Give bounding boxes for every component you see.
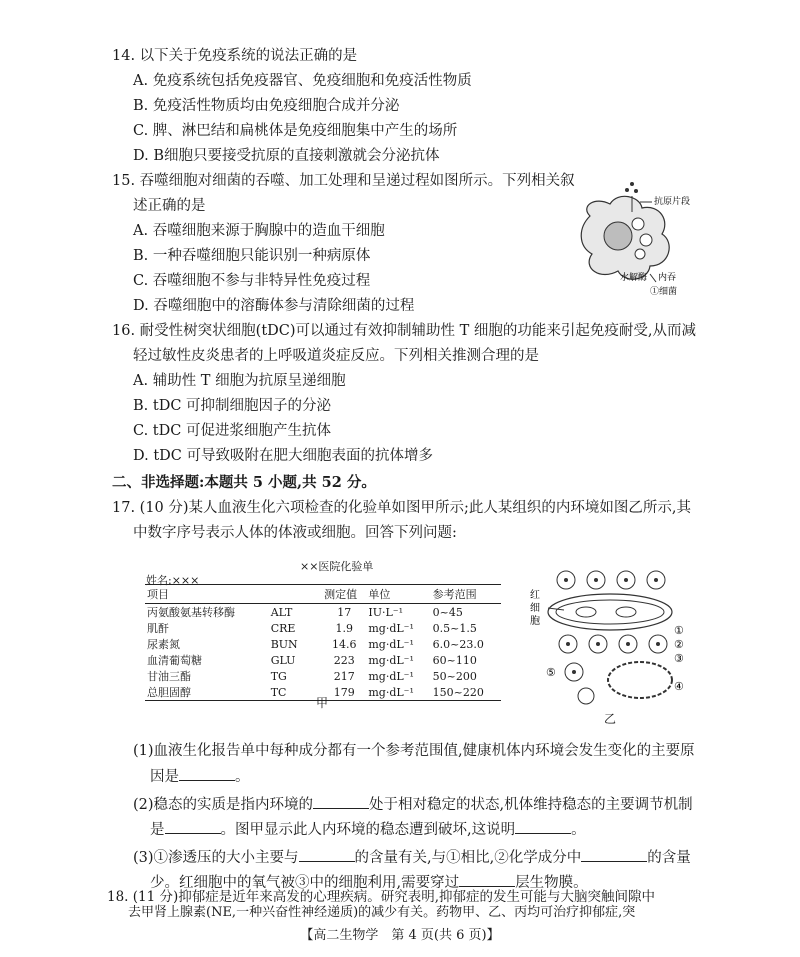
label-line — [650, 274, 656, 282]
q17-sub3-text: 少。红细胞中的氧气被③中的细胞利用,需要穿过 — [150, 875, 460, 891]
marker-1: ① — [674, 624, 684, 637]
q17-sub3-text: 的含量有关,与①相比,②化学成分中 — [354, 850, 582, 866]
q15-option-d: D. 吞噬细胞中的溶酶体参与清除细菌的过程 — [133, 298, 415, 314]
cell-item: 尿素氮 — [147, 638, 180, 651]
cell-item: 总胆固醇 — [147, 686, 191, 699]
q17-sub2-text: 处于相对稳定的状态,机体维持稳态的主要调节机制 — [369, 797, 693, 813]
table-row — [145, 604, 501, 621]
cell-unit: mg·dL⁻¹ — [368, 685, 414, 699]
q16-option-b: B. tDC 可抑制细胞因子的分泌 — [133, 398, 332, 414]
q14-option-b: B. 免疫活性物质均由免疫细胞合成并分泌 — [133, 98, 400, 114]
antigen-dot — [630, 182, 634, 186]
period: 。 — [571, 822, 586, 838]
answer-blank[interactable] — [515, 819, 571, 834]
header-abbr — [269, 585, 322, 604]
label-antigen-fragment: 抗原片段 — [654, 197, 691, 207]
cell-value: 179 — [333, 685, 355, 699]
q17-sub1-line1: (1)血液生化报告单中每种成分都有一个参考范围值,健康机体内环境会发生变化的主要原 — [133, 743, 695, 759]
answer-blank[interactable] — [581, 847, 647, 862]
cell-abbr: TC — [270, 685, 287, 699]
figure-label-yi: 乙 — [604, 712, 617, 726]
cell-abbr: TG — [270, 669, 287, 683]
cell-value: 1.9 — [335, 621, 353, 635]
cell-abbr: CRE — [270, 621, 296, 635]
header-unit: 单位 — [366, 585, 430, 604]
cell-unit: mg·dL⁻¹ — [368, 637, 414, 651]
q15-option-a: A. 吞噬细胞来源于胸腺中的造血干细胞 — [133, 223, 385, 239]
cell-value: 14.6 — [332, 637, 357, 651]
cell-range: 0~45 — [432, 605, 463, 619]
table-row — [145, 652, 501, 668]
header-range: 参考范围 — [431, 585, 501, 604]
capillary-lumen — [556, 600, 664, 624]
q18-line2-hidden: 去甲肾上腺素(NE,一种兴奋性神经递质)的减少有关。药物甲、乙、丙均可治疗抑郁症,突 — [128, 905, 636, 920]
lymph-vessel — [608, 662, 672, 698]
q17-sub3-line1 — [133, 847, 691, 868]
cell-item: 甘油三酯 — [147, 670, 191, 683]
q17-stem-line2: 中数字序号表示人体的体液或细胞。回答下列问题: — [133, 525, 457, 541]
cell-value: 223 — [333, 653, 355, 667]
cell-range: 60~110 — [432, 653, 477, 667]
period: 。 — [235, 769, 250, 785]
cell-item: 肌酐 — [147, 622, 169, 635]
cell-nucleus — [626, 642, 630, 646]
q16-stem-line2: 轻过敏性皮炎患者的上呼吸道炎症反应。下列相关推测合理的是 — [133, 348, 539, 364]
q15-option-c: C. 吞噬细胞不参与非特异性免疫过程 — [133, 273, 371, 289]
q15-stem-line1: 15. 吞噬细胞对细菌的吞噬、加工处理和呈递过程如图所示。下列相关叙 — [112, 173, 575, 189]
label-vesicle: 内吞 — [658, 273, 677, 283]
antigen-dot — [634, 189, 638, 193]
q15-option-b: B. 一种吞噬细胞只能识别一种病原体 — [133, 248, 371, 264]
q17-sub2-line2 — [150, 819, 586, 840]
label-rbc: 细 — [530, 603, 540, 614]
cell-nucleus — [564, 578, 568, 582]
header-item: 项目 — [145, 585, 269, 604]
lab-report-title: ××医院化验单 — [300, 560, 374, 573]
red-blood-cell — [616, 607, 636, 617]
q17-sub3-text: (3)①渗透压的大小主要与 — [133, 850, 299, 866]
q16-stem-line1: 16. 耐受性树突状细胞(tDC)可以通过有效抑制辅助性 T 细胞的功能来引起免疫耐受,从而减 — [112, 323, 697, 339]
answer-blank[interactable] — [299, 847, 355, 862]
cell-unit: mg·dL⁻¹ — [368, 653, 414, 667]
q14-option-c: C. 脾、淋巴结和扁桃体是免疫细胞集中产生的场所 — [133, 123, 458, 139]
cell-nucleus — [656, 642, 660, 646]
cell-value: 217 — [333, 669, 355, 683]
q17-stem-line1: 17. (10 分)某人血液生化六项检查的化验单如图甲所示;此人某组织的内环境如图乙所示,其 — [112, 500, 692, 516]
q17-sub2-text: 。图甲显示此人内环境的稳态遭到破坏,这说明 — [220, 822, 516, 838]
vesicle-1 — [632, 218, 644, 230]
section-heading: 二、非选择题:本题共 5 小题,共 52 分。 — [112, 474, 376, 491]
lab-report-patient: 姓名:××× — [146, 574, 200, 587]
cell-nucleus — [572, 670, 576, 674]
cell-nucleus — [654, 578, 658, 582]
cell-unit: IU·L⁻¹ — [368, 605, 403, 619]
page-footer: 【高二生物学 第 4 页(共 6 页)】 — [300, 928, 500, 943]
marker-3: ③ — [674, 652, 684, 665]
table-row — [145, 636, 501, 652]
q16-option-a: A. 辅助性 T 细胞为抗原呈递细胞 — [133, 373, 346, 389]
answer-blank[interactable] — [165, 819, 221, 834]
cell-nucleus — [566, 642, 570, 646]
antigen-dot — [625, 188, 629, 192]
red-blood-cell — [576, 607, 596, 617]
tissue-cell — [578, 688, 594, 704]
q17-sub1-text: 因是 — [150, 769, 179, 785]
q14-option-d: D. B细胞只要接受抗原的直接刺激就会分泌抗体 — [133, 148, 440, 164]
q17-sub3-text: 的含量 — [647, 850, 691, 866]
cell-abbr: GLU — [270, 653, 296, 667]
answer-blank[interactable] — [179, 766, 235, 781]
q14-option-a: A. 免疫系统包括免疫器官、免疫细胞和免疫活性物质 — [133, 73, 472, 89]
q17-sub2-line1 — [133, 794, 693, 815]
marker-2: ② — [674, 638, 684, 651]
table-row — [145, 668, 501, 684]
cell-unit: mg·dL⁻¹ — [368, 669, 414, 683]
q17-sub1-line2 — [150, 766, 250, 787]
label-rbc: 红 — [530, 590, 540, 601]
table-header-row — [145, 585, 501, 604]
label-rbc: 胞 — [530, 616, 540, 627]
q14-stem: 14. 以下关于免疫系统的说法正确的是 — [112, 48, 358, 64]
header-value: 测定值 — [322, 585, 366, 604]
nucleus — [604, 222, 632, 250]
cell-unit: mg·dL⁻¹ — [368, 621, 414, 635]
cell-nucleus — [624, 578, 628, 582]
cell-range: 0.5~1.5 — [432, 621, 477, 635]
q16-option-d: D. tDC 可导致吸附在肥大细胞表面的抗体增多 — [133, 448, 433, 464]
cell-range: 150~220 — [432, 685, 484, 699]
q15-stem-line2: 述正确的是 — [133, 198, 206, 214]
marker-5: ⑤ — [546, 666, 556, 679]
cell-item: 血清葡萄糖 — [147, 654, 202, 667]
label-hydrolase: 水解酶 — [620, 273, 648, 283]
lab-report-table — [145, 584, 501, 701]
tissue-figure — [528, 568, 688, 708]
cell-value: 17 — [337, 605, 352, 619]
vesicle-3 — [635, 249, 645, 259]
cell-item: 丙氨酸氨基转移酶 — [147, 606, 235, 619]
q17-sub2-text: (2)稳态的实质是指内环境的 — [133, 797, 314, 813]
cell-range: 6.0~23.0 — [432, 637, 484, 651]
cell-nucleus — [594, 578, 598, 582]
q16-option-c: C. tDC 可促进浆细胞产生抗体 — [133, 423, 331, 439]
phagocyte-figure — [570, 176, 695, 296]
cell-abbr: BUN — [270, 637, 298, 651]
marker-4: ④ — [674, 680, 684, 693]
label-bacteria: ①细菌 — [650, 287, 678, 296]
cell-nucleus — [596, 642, 600, 646]
figure-label-jia: 甲 — [316, 696, 329, 710]
q18-line1: 18. (11 分)抑郁症是近年来高发的心理疾病。研究表明,抑郁症的发生可能与大脑突触间隙中 — [107, 889, 656, 905]
cell-abbr: ALT — [270, 605, 293, 619]
vesicle-2 — [640, 234, 652, 246]
q17-sub3-text: 层生物膜。 — [515, 875, 588, 891]
table-row — [145, 620, 501, 636]
answer-blank[interactable] — [313, 794, 369, 809]
q17-sub2-text: 是 — [150, 822, 165, 838]
answer-blank[interactable] — [459, 872, 515, 887]
cell-range: 50~200 — [432, 669, 477, 683]
